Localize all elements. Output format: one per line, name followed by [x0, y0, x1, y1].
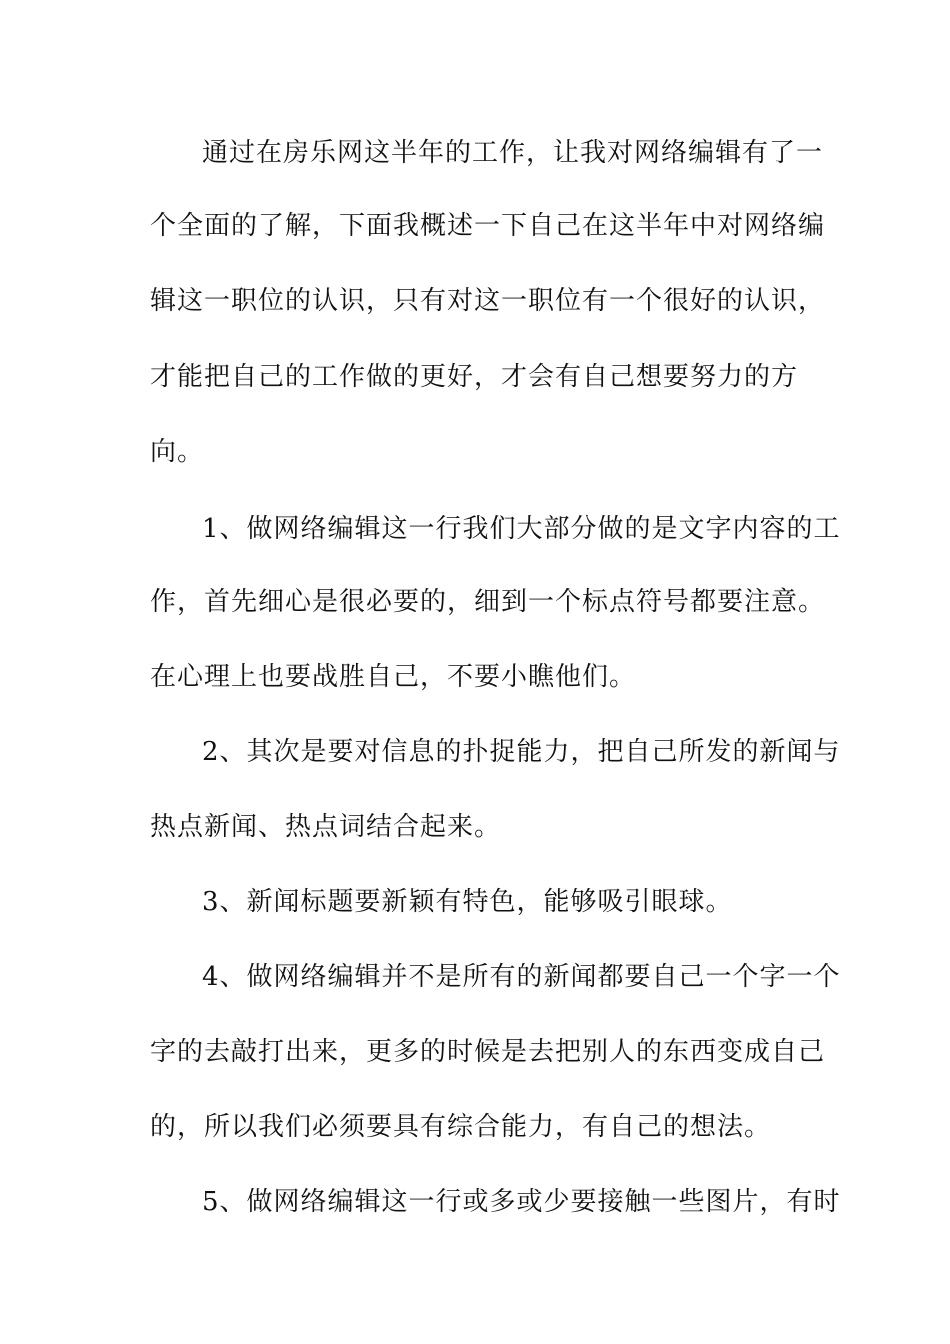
paragraph-5-line-3: 的，所以我们必须要具有综合能力，有自己的想法。 [150, 1112, 772, 1142]
paragraph-1-line-5: 向。 [150, 437, 205, 467]
paragraph-4-line-1: 3、新闻标题要新颖有特色，能够吸引眼球。 [202, 887, 733, 917]
paragraph-5-line-1: 4、做网络编辑并不是所有的新闻都要自己一个字一个 [202, 962, 841, 992]
paragraph-2-line-1: 1、做网络编辑这一行我们大部分做的是文字内容的工 [202, 514, 841, 544]
paragraph-6-line-1: 5、做网络编辑这一行或多或少要接触一些图片，有时 [202, 1187, 841, 1217]
paragraph-1-line-2: 个全面的了解，下面我概述一下自己在这半年中对网络编 [150, 211, 826, 241]
paragraph-2-line-2: 作，首先细心是很必要的，细到一个标点符号都要注意。 [150, 587, 826, 617]
paragraph-2-line-3: 在心理上也要战胜自己，不要小瞧他们。 [150, 662, 637, 692]
paragraph-3-line-2: 热点新闻、热点词结合起来。 [150, 812, 502, 842]
paragraph-1-line-3: 辑这一职位的认识，只有对这一职位有一个很好的认识， [150, 286, 826, 316]
paragraph-1-line-1: 通过在房乐网这半年的工作，让我对网络编辑有了一 [202, 138, 824, 168]
paragraph-1-line-4: 才能把自己的工作做的更好，才会有自己想要努力的方 [150, 362, 799, 392]
paragraph-5-line-2: 字的去敲打出来，更多的时候是去把别人的东西变成自己 [150, 1037, 826, 1067]
paragraph-3-line-1: 2、其次是要对信息的扑捉能力，把自己所发的新闻与 [202, 737, 841, 767]
